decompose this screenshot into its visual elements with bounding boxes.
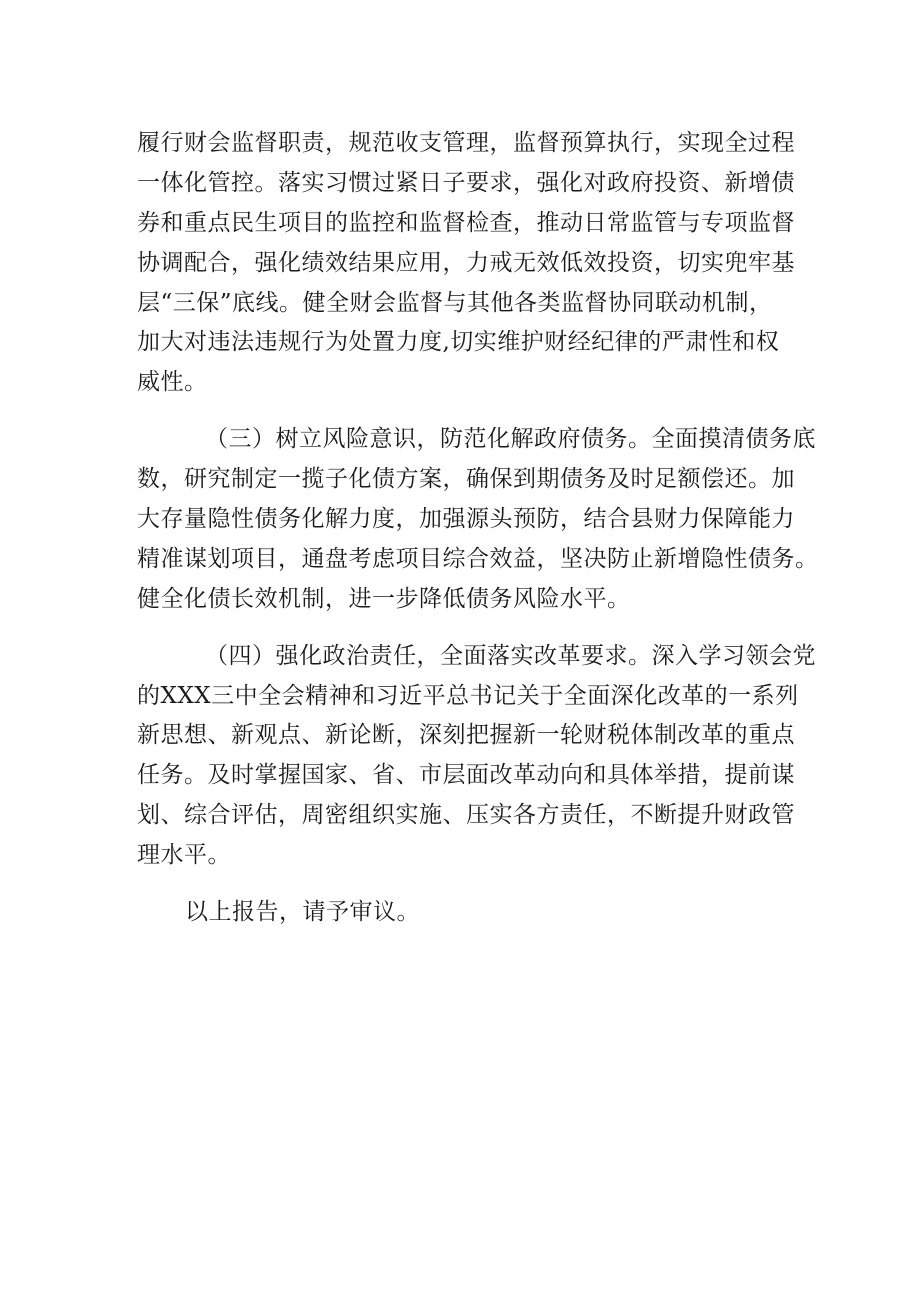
text-line: 理水平。 [137, 842, 231, 869]
text-line: 划、综合评估，周密组织实施、压实各方责任，不断提升财政管 [137, 802, 795, 829]
text-line: 新思想、新观点、新论断，深刻把握新一轮财税体制改革的重点 [137, 722, 795, 749]
text-line: （三）树立风险意识，防范化解政府债务。全面摸清债务底 [205, 426, 816, 453]
text-line: 加大对违法违规行为处置力度,切实维护财经纪律的严肃性和权 [137, 329, 780, 356]
paragraph-finance-supervision [137, 124, 797, 403]
text-line: 的XXX三中全会精神和习近平总书记关于全面深化改革的一系列 [137, 682, 799, 709]
text-line: 履行财会监督职责，规范收支管理，监督预算执行，实现全过程 [137, 130, 795, 156]
text-line: 一体化管控。落实习惯过紧日子要求，强化对政府投资、新增债 [137, 169, 795, 196]
text-line: 健全化债长效机制，进一步降低债务风险水平。 [137, 585, 631, 612]
paragraph-risk-debt [137, 420, 819, 619]
text-line: 协调配合，强化绩效结果应用，力戒无效低效投资，切实兜牢基 [137, 249, 795, 276]
paragraph-closing [137, 893, 797, 933]
paragraph-reform [137, 637, 816, 876]
text-line: 大存量隐性债务化解力度，加强源头预防，结合县财力保障能力 [137, 506, 795, 533]
paragraph-gap [137, 403, 797, 420]
paragraph-gap [137, 620, 797, 637]
text-line: 券和重点民生项目的监控和监督检查，推动日常监管与专项监督 [137, 209, 795, 236]
text-line: 威性。 [137, 369, 208, 396]
document-body [137, 124, 819, 933]
closing-line: 以上报告，请予审议。 [185, 899, 420, 926]
text-line: 数，研究制定一揽子化债方案，确保到期债务及时足额偿还。加 [137, 466, 795, 493]
text-line: （四）强化政治责任，全面落实改革要求。深入学习领会党 [205, 642, 816, 669]
text-line: 精准谋划项目，通盘考虑项目综合效益，坚决防止新增隐性债务。 [137, 545, 819, 572]
paragraph-gap [137, 876, 797, 893]
text-line: 任务。及时掌握国家、省、市层面改革动向和具体举措，提前谋 [137, 762, 795, 789]
text-line: 层“三保”底线。健全财会监督与其他各类监督协同联动机制， [137, 289, 773, 316]
